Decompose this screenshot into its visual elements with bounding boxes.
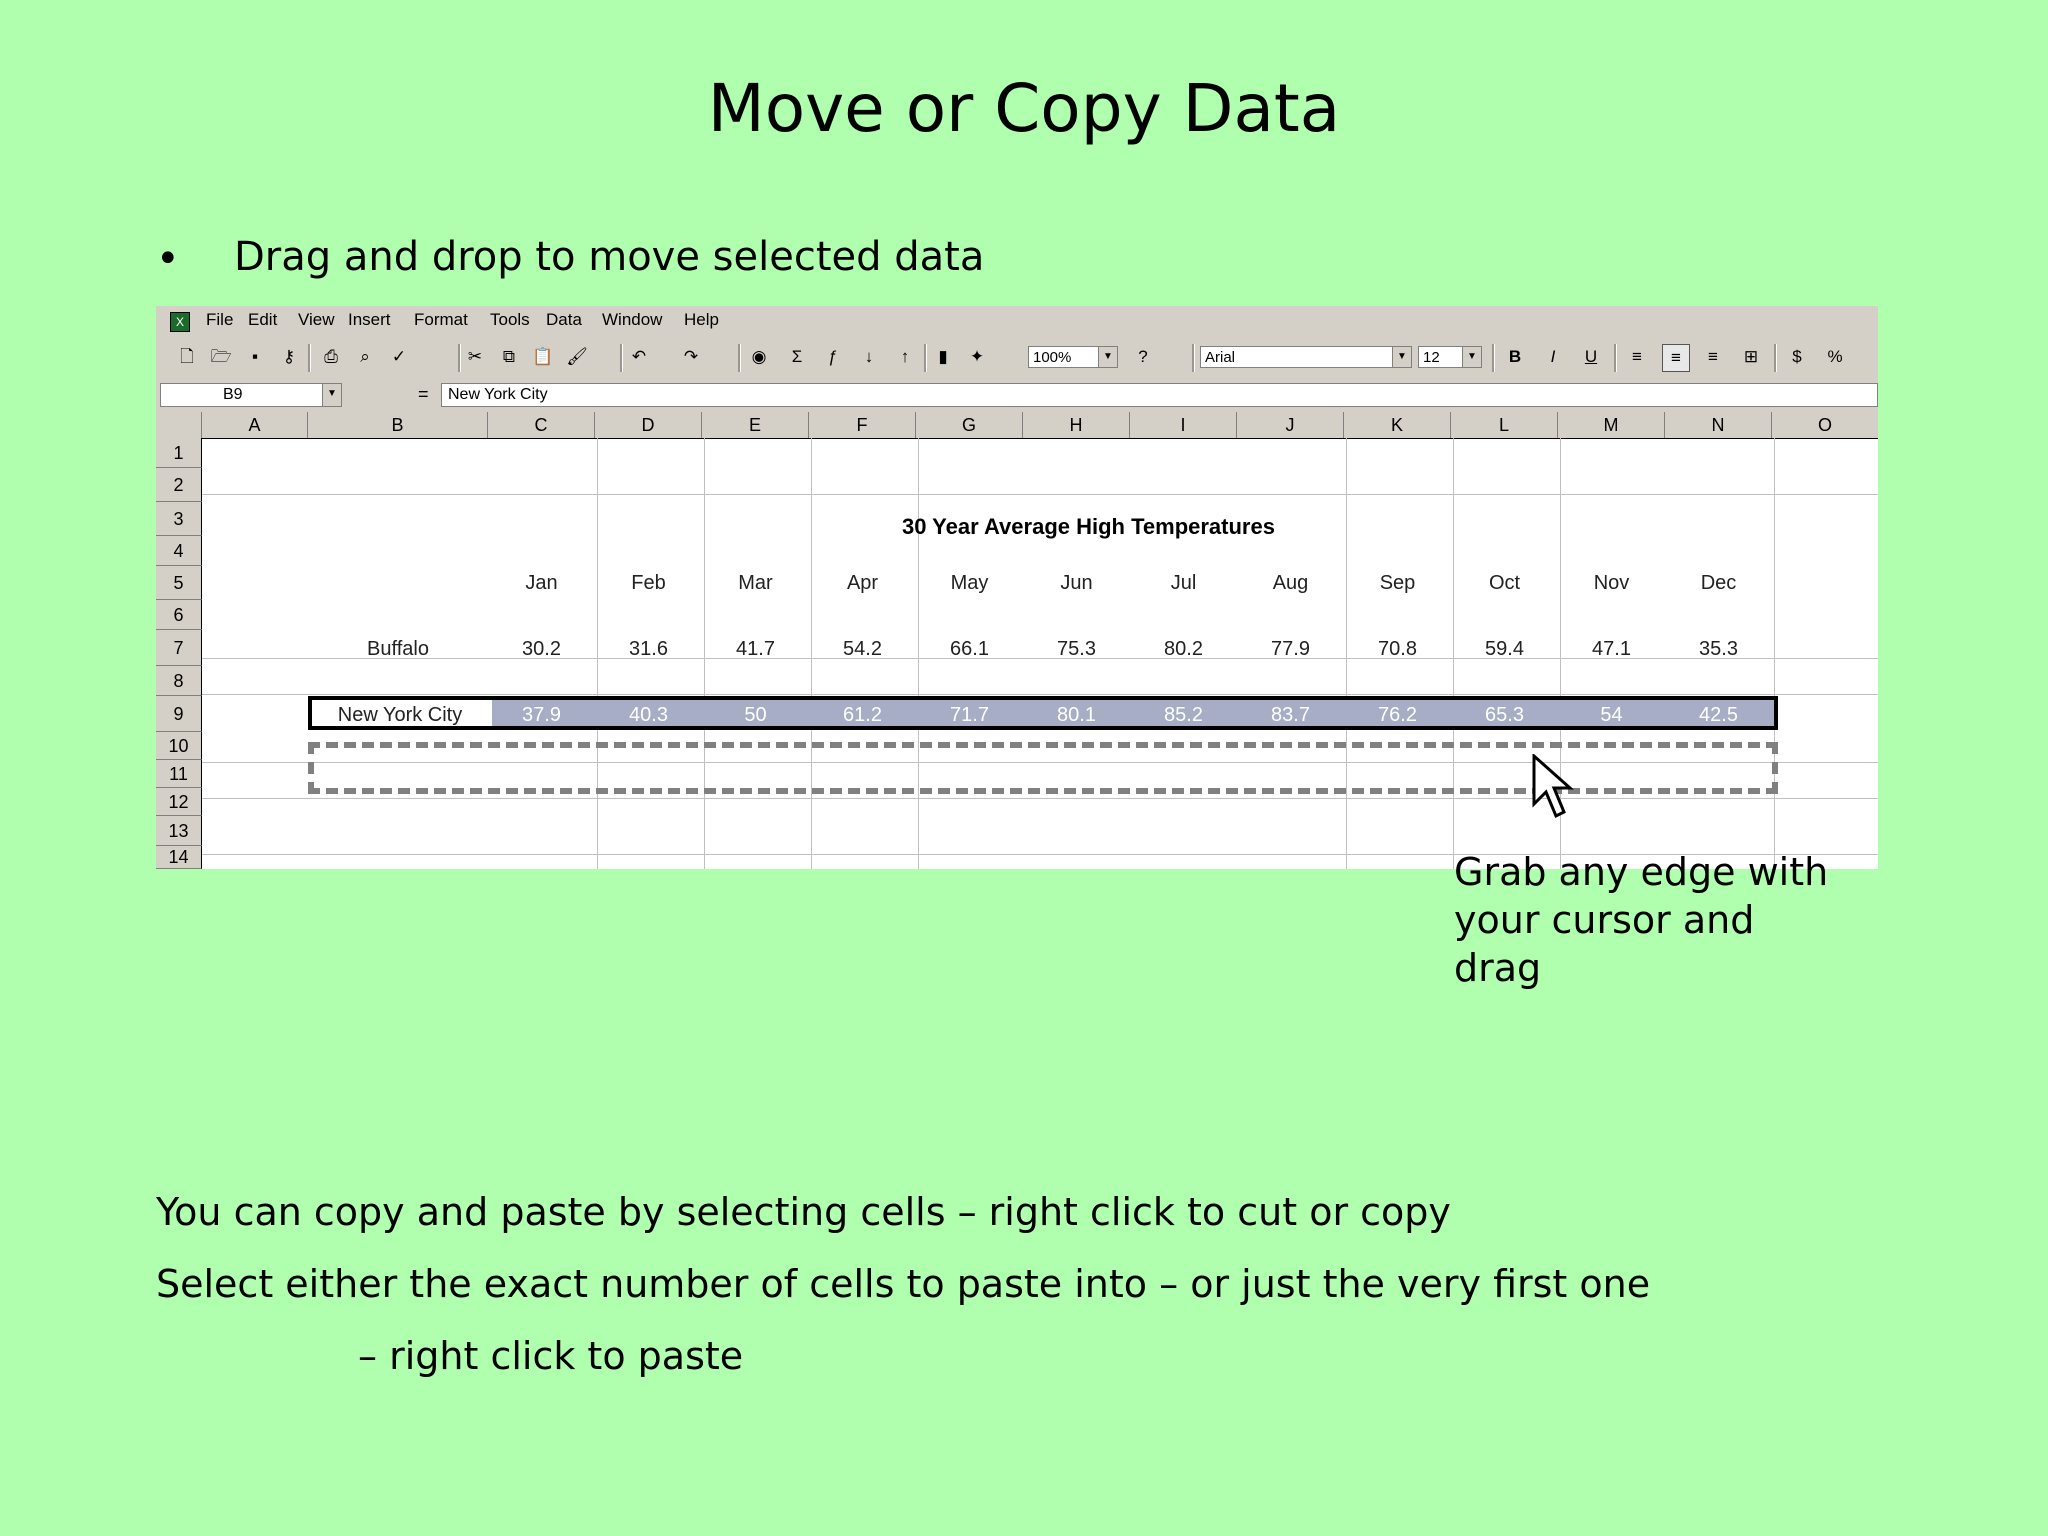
toolbar	[156, 338, 1878, 378]
copy-icon[interactable]: ⧉	[502, 347, 516, 366]
month-cell[interactable]: Mar	[738, 572, 773, 594]
month-cell[interactable]: Jan	[525, 572, 558, 594]
toolbar-separator	[1192, 344, 1195, 372]
spelling-icon[interactable]: ✓	[391, 347, 407, 366]
menu-file[interactable]: File	[206, 310, 234, 329]
align-left-icon[interactable]: ≡	[1632, 347, 1642, 366]
name-box[interactable]	[160, 383, 342, 407]
column-header-e[interactable]: E	[702, 412, 809, 438]
buffalo-value-cell[interactable]: 31.6	[629, 638, 668, 660]
worksheet-grid[interactable]	[156, 412, 1878, 869]
new-icon[interactable]: 🗋	[180, 347, 194, 366]
currency-icon[interactable]: $	[1792, 347, 1802, 366]
buffalo-value-cell[interactable]: 30.2	[522, 638, 561, 660]
toolbar-separator	[458, 344, 461, 372]
toolbar-separator	[620, 344, 623, 372]
open-icon[interactable]: 🗁	[210, 347, 232, 366]
month-cell[interactable]: May	[950, 572, 989, 594]
menu-insert[interactable]: Insert	[348, 310, 391, 329]
column-header-n[interactable]: N	[1665, 412, 1772, 438]
month-cell[interactable]: Feb	[631, 572, 666, 594]
nyc-value-cell[interactable]: 37.9	[522, 704, 561, 726]
bold-icon[interactable]: B	[1508, 347, 1522, 366]
row-header-1[interactable]: 1	[156, 438, 202, 468]
month-cell[interactable]: Jul	[1170, 572, 1197, 594]
map-icon[interactable]: ✦	[969, 347, 985, 366]
font-name-value: Arial	[1205, 349, 1236, 366]
nyc-value-cell[interactable]: 50	[744, 704, 767, 726]
cut-icon[interactable]: ✂	[467, 347, 483, 366]
help-icon[interactable]: ?	[1138, 347, 1148, 366]
row-header-13[interactable]: 13	[156, 816, 202, 846]
chevron-down-icon[interactable]: ▼	[1462, 347, 1481, 367]
month-cell[interactable]: Aug	[1272, 572, 1309, 594]
format-painter-icon[interactable]: 🖌	[566, 347, 588, 366]
column-header-j[interactable]: J	[1237, 412, 1344, 438]
column-header-a[interactable]: A	[202, 412, 308, 438]
select-all-corner[interactable]	[156, 412, 202, 438]
callout-text	[1454, 848, 1828, 992]
formula-value: New York City	[448, 386, 548, 403]
gridline	[202, 494, 1878, 495]
align-right-icon[interactable]: ≡	[1708, 347, 1718, 366]
buffalo-value-cell[interactable]: 66.1	[950, 638, 989, 660]
buffalo-value-cell[interactable]: 35.3	[1699, 638, 1738, 660]
column-header-k[interactable]: K	[1344, 412, 1451, 438]
column-header-i[interactable]: I	[1130, 412, 1237, 438]
month-cell[interactable]: Dec	[1700, 572, 1737, 594]
align-center-icon[interactable]: ≡	[1662, 344, 1690, 372]
nyc-value-cell[interactable]: 40.3	[629, 704, 668, 726]
underline-icon[interactable]: U	[1584, 347, 1598, 366]
zoom-value: 100%	[1033, 349, 1072, 366]
permission-icon[interactable]: ⚷	[282, 347, 296, 366]
buffalo-value-cell[interactable]: 59.4	[1485, 638, 1524, 660]
formula-bar	[156, 380, 1878, 410]
bullet-text: Drag and drop to move selected data	[234, 234, 985, 280]
nyc-value-cell[interactable]: 85.2	[1164, 704, 1203, 726]
slide-title: Move or Copy Data	[707, 70, 1341, 147]
nyc-value-cell[interactable]: 65.3	[1485, 704, 1524, 726]
row-header-2[interactable]: 2	[156, 468, 202, 502]
callout-line: your cursor and	[1454, 898, 1755, 942]
buffalo-value-cell[interactable]: 75.3	[1057, 638, 1096, 660]
toolbar-separator	[738, 344, 741, 372]
callout-line: drag	[1454, 946, 1542, 990]
row-header-9[interactable]: 9	[156, 696, 202, 732]
chevron-down-icon[interactable]: ▼	[322, 384, 341, 406]
sheet-title-cell[interactable]: 30 Year Average High Temperatures	[902, 514, 1275, 539]
formula-equals-sign: =	[418, 384, 429, 404]
chevron-down-icon[interactable]: ▼	[1098, 347, 1117, 367]
buffalo-value-cell[interactable]: 41.7	[736, 638, 775, 660]
buffalo-value-cell[interactable]: 47.1	[1592, 638, 1631, 660]
column-header-c[interactable]: C	[488, 412, 595, 438]
chevron-down-icon[interactable]: ▼	[1392, 347, 1411, 367]
note-select-cells: Select either the exact number of cells to paste into – or just the very first one	[156, 1262, 1651, 1306]
redo-icon[interactable]: ↷	[683, 347, 699, 366]
toolbar-separator	[308, 344, 311, 372]
toolbar-separator	[1774, 344, 1777, 372]
row-header-14[interactable]: 14	[156, 846, 202, 869]
bullet-point-marker: •	[156, 236, 180, 282]
menu-format[interactable]: Format	[414, 310, 468, 329]
function-icon[interactable]: ƒ	[828, 347, 838, 366]
month-cell[interactable]: Nov	[1593, 572, 1630, 594]
print-preview-icon[interactable]: ⌕	[360, 347, 370, 366]
column-header-l[interactable]: L	[1451, 412, 1558, 438]
column-header-h[interactable]: H	[1023, 412, 1130, 438]
save-icon[interactable]: ▪	[251, 347, 259, 366]
mouse-pointer-icon	[1532, 754, 1576, 824]
sort-ascending-icon[interactable]: ↓	[864, 347, 874, 366]
row-header-8[interactable]: 8	[156, 666, 202, 696]
zoom-select[interactable]	[1028, 346, 1118, 368]
menu-help[interactable]: Help	[684, 310, 719, 329]
row-header-7[interactable]: 7	[156, 630, 202, 666]
nyc-value-cell[interactable]: 83.7	[1271, 704, 1310, 726]
menu-bar	[156, 306, 1878, 336]
column-header-d[interactable]: D	[595, 412, 702, 438]
row-header-3[interactable]: 3	[156, 502, 202, 536]
font-size-value: 12	[1423, 349, 1440, 366]
print-icon[interactable]: ⎙	[324, 347, 338, 366]
gridline	[202, 798, 1878, 799]
gridline	[202, 694, 1878, 695]
percent-icon[interactable]: %	[1827, 347, 1843, 366]
font-size-select[interactable]	[1418, 346, 1482, 368]
merge-center-icon[interactable]: ⊞	[1743, 347, 1759, 366]
excel-app-icon[interactable]: X	[170, 312, 190, 332]
undo-icon[interactable]: ↶	[631, 347, 647, 366]
nyc-label-cell[interactable]: New York City	[337, 704, 463, 726]
toolbar-separator	[1614, 344, 1617, 372]
formula-input[interactable]	[441, 383, 1878, 407]
italic-icon[interactable]: I	[1550, 347, 1556, 366]
buffalo-label-cell[interactable]: Buffalo	[367, 638, 429, 660]
menu-edit[interactable]: Edit	[248, 310, 278, 329]
name-box-value: B9	[223, 386, 243, 403]
buffalo-value-cell[interactable]: 70.8	[1378, 638, 1417, 660]
hyperlink-icon[interactable]: ◉	[751, 347, 767, 366]
nyc-value-cell[interactable]: 71.7	[950, 704, 989, 726]
column-header-row	[156, 412, 1878, 439]
month-cell[interactable]: Apr	[846, 572, 879, 594]
row-header-11[interactable]: 11	[156, 760, 202, 788]
column-header-f[interactable]: F	[809, 412, 916, 438]
paste-icon[interactable]: 📋	[532, 347, 554, 366]
toolbar-separator	[1492, 344, 1495, 372]
menu-tools[interactable]: Tools	[490, 310, 530, 329]
column-header-o[interactable]: O	[1817, 415, 1832, 435]
month-cell[interactable]: Jun	[1060, 572, 1093, 594]
menu-view[interactable]: View	[298, 310, 335, 329]
column-header-m[interactable]: M	[1558, 412, 1665, 438]
month-cell[interactable]: Sep	[1379, 572, 1416, 594]
row-header-10[interactable]: 10	[156, 732, 202, 760]
buffalo-value-cell[interactable]: 80.2	[1164, 638, 1203, 660]
column-header-g[interactable]: G	[916, 412, 1023, 438]
nyc-value-cell[interactable]: 54	[1600, 704, 1623, 726]
font-name-select[interactable]	[1200, 346, 1412, 368]
column-header-b[interactable]: B	[308, 412, 488, 438]
autosum-icon[interactable]: Σ	[791, 347, 803, 366]
excel-window	[156, 306, 1878, 869]
menu-data[interactable]: Data	[546, 310, 582, 329]
month-cell[interactable]: Oct	[1488, 572, 1521, 594]
nyc-value-cell[interactable]: 76.2	[1378, 704, 1417, 726]
row-header-6[interactable]: 6	[156, 600, 202, 630]
sort-descending-icon[interactable]: ↑	[900, 347, 910, 366]
buffalo-value-cell[interactable]: 54.2	[843, 638, 882, 660]
callout-line: Grab any edge with	[1454, 850, 1829, 894]
nyc-value-cell[interactable]: 42.5	[1699, 704, 1738, 726]
gridline	[1774, 438, 1775, 869]
row-header-5[interactable]: 5	[156, 566, 202, 600]
note-right-click-paste: – right click to paste	[358, 1334, 744, 1378]
chart-wizard-icon[interactable]: ▮	[938, 347, 948, 366]
buffalo-value-cell[interactable]: 77.9	[1271, 638, 1310, 660]
row-header-12[interactable]: 12	[156, 788, 202, 816]
nyc-value-cell[interactable]: 80.1	[1057, 704, 1096, 726]
toolbar-separator	[924, 344, 927, 372]
menu-window[interactable]: Window	[602, 310, 663, 329]
nyc-value-cell[interactable]: 61.2	[843, 704, 882, 726]
note-copy-paste: You can copy and paste by selecting cells – right click to cut or copy	[156, 1190, 1451, 1234]
row-header-4[interactable]: 4	[156, 536, 202, 566]
